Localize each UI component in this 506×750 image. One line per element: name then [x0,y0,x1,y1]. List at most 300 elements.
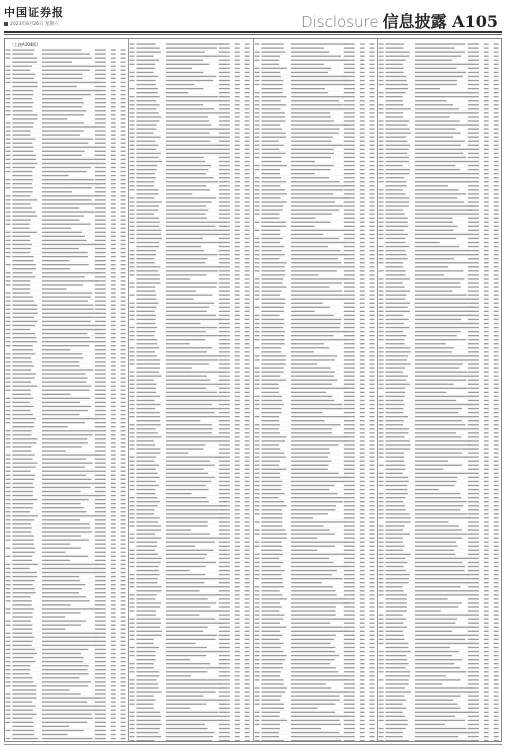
table-cell-text [130,201,135,202]
table-cell-text [166,513,222,514]
table-cell-text [95,284,106,285]
table-cell-text [12,365,34,366]
table-cell-text [121,252,126,253]
table-cell-text [378,246,383,247]
table-cell-text [343,683,354,684]
table-cell-text [130,56,135,57]
table-cell-text [254,262,259,263]
table-cell-text [359,116,364,117]
table-cell-text [378,315,383,316]
table-cell-text [95,228,106,229]
table-cell-text [245,52,250,53]
table-cell-text [493,610,498,611]
table-cell-text [137,149,157,150]
table-cell-text [166,68,192,69]
table-cell-text [290,339,345,340]
table-cell-text [343,327,354,328]
table-cell-text [95,268,106,269]
table-cell-text [261,112,285,113]
table-cell-text [484,246,489,247]
table-cell-text [378,408,383,409]
table-cell-text [254,214,259,215]
table-cell-text [343,647,354,648]
table-cell-text [130,432,135,433]
table-cell-text [235,282,240,283]
table-cell-text [493,457,498,458]
table-cell-text [95,463,106,464]
table-cell-text [415,72,466,73]
table-cell-text [343,88,354,89]
table-cell-text [245,659,250,660]
table-cell-text [137,323,156,324]
table-cell-text [359,76,364,77]
table-cell-text [95,706,106,707]
table-cell-text [484,355,489,356]
table-cell-text [95,220,106,221]
table-cell-text [385,153,407,154]
table-cell-text [130,582,135,583]
table-cell-text [42,649,88,650]
table-cell-text [235,517,240,518]
table-cell-text [219,509,230,510]
table-cell-text [254,169,259,170]
table-cell-text [12,600,31,601]
table-cell-text [111,329,116,330]
table-cell-text [121,430,126,431]
table-cell-text [95,539,106,540]
table-cell-text [137,209,159,210]
table-cell-text [130,60,135,61]
table-cell-text [261,266,284,267]
table-cell-text [468,205,479,206]
table-cell-text [95,701,106,702]
table-cell-text [378,262,383,263]
table-cell-text [369,712,374,713]
table-cell-text [484,574,489,575]
table-cell-text [6,244,11,245]
table-cell-text [166,250,204,251]
table-cell-text [359,376,364,377]
table-cell-text [137,582,158,583]
table-cell-text [166,258,208,259]
table-cell-text [137,290,156,291]
table-cell-text [137,371,160,372]
table-cell-text [369,327,374,328]
table-cell-text [235,363,240,364]
table-cell-text [12,625,32,626]
table-cell-text [359,185,364,186]
table-cell-text [42,568,98,569]
table-cell-text [484,351,489,352]
table-cell-text [12,390,31,391]
table-cell-text [130,671,135,672]
table-cell-text [415,639,465,640]
table-cell-text [290,185,348,186]
table-cell-text [235,307,240,308]
table-cell-text [359,201,364,202]
table-cell-text [343,517,354,518]
table-cell-text [42,531,92,532]
table-cell-text [121,211,126,212]
table-cell-text [254,384,259,385]
table-cell-text [111,475,116,476]
table-cell-text [95,580,106,581]
table-cell-text [12,454,34,455]
table-cell-text [385,169,410,170]
table-cell-text [235,736,240,737]
table-cell-text [130,521,135,522]
table-cell-text [166,542,215,543]
table-cell-text [6,199,11,200]
table-cell-text [415,84,457,85]
table-cell-text [369,695,374,696]
table-cell-text [130,627,135,628]
table-cell-text [254,493,259,494]
table-cell-text [493,347,498,348]
table-cell-text [369,554,374,555]
table-cell-text [235,238,240,239]
table-cell-text [378,149,383,150]
table-cell-text [6,458,11,459]
table-cell-text [385,538,403,539]
table-cell-text [378,448,383,449]
table-cell-text [6,596,11,597]
table-cell-text [121,110,126,111]
table-cell-text [290,384,331,385]
table-cell-text [6,130,11,131]
table-cell-text [219,505,230,506]
table-cell-text [493,88,498,89]
table-cell-text [12,183,32,184]
table-cell-text [245,226,250,227]
table-cell-text [166,663,210,664]
table-cell-text [369,47,374,48]
table-cell-text [12,317,34,318]
table-cell-text [359,52,364,53]
table-cell-text [369,347,374,348]
table-cell-text [493,84,498,85]
table-cell-text [378,639,383,640]
table-cell-text [415,461,448,462]
table-cell-text [111,70,116,71]
table-cell-text [111,693,116,694]
table-cell-text [6,82,11,83]
table-cell-text [261,173,280,174]
table-cell-text [468,161,479,162]
table-cell-text [111,402,116,403]
table-cell-text [111,167,116,168]
table-cell-text [166,274,206,275]
table-cell-text [166,412,215,413]
table-cell-text [130,384,135,385]
table-cell-text [219,444,230,445]
table-cell-text [484,509,489,510]
table-cell-text [219,64,230,65]
table-cell-text [130,691,135,692]
table-cell-text [359,720,364,721]
table-cell-text [261,161,281,162]
table-cell-text [166,606,211,607]
table-cell-text [290,740,340,741]
table-cell-text [385,226,408,227]
table-cell-text [166,246,201,247]
table-cell-text [484,137,489,138]
table-cell-text [493,145,498,146]
table-cell-text [95,418,106,419]
table-cell-text [6,179,11,180]
table-cell-text [6,155,11,156]
table-cell-text [290,201,334,202]
table-cell-text [290,149,333,150]
table-cell-text [166,177,214,178]
table-cell-text [359,736,364,737]
table-cell-text [12,62,37,63]
table-cell-text [261,627,286,628]
table-cell-text [219,262,230,263]
table-cell-text [111,215,116,216]
table-cell-text [166,230,219,231]
table-cell-text [6,361,11,362]
table-cell-text [254,679,259,680]
table-cell-text [95,422,106,423]
table-cell-text [166,56,219,57]
table-cell-text [484,380,489,381]
table-cell-text [493,691,498,692]
table-cell-text [415,392,447,393]
table-cell-text [343,651,354,652]
table-cell-text [95,564,106,565]
table-cell-text [6,649,11,650]
table-cell-text [219,145,230,146]
table-cell-text [261,412,281,413]
table-cell-text [343,351,354,352]
table-cell-text [493,675,498,676]
table-cell-text [378,193,383,194]
table-cell-text [137,396,161,397]
table-cell-text [484,266,489,267]
table-cell-text [484,64,489,65]
table-cell-text [12,552,35,553]
table-cell-text [219,469,230,470]
table-cell-text [385,80,406,81]
table-cell-text [378,396,383,397]
table-cell-text [415,258,454,259]
table-cell-text [12,458,32,459]
table-cell-text [235,590,240,591]
table-cell-text [468,262,479,263]
table-cell-text [219,529,230,530]
table-cell-text [343,659,354,660]
table-cell-text [12,373,36,374]
table-cell-text [6,53,11,54]
table-cell-text [415,517,471,518]
table-cell-text [385,96,402,97]
table-cell-text [137,667,154,668]
table-cell-text [343,60,354,61]
table-cell-text [42,74,82,75]
table-cell-text [369,96,374,97]
table-cell-text [130,116,135,117]
table-cell-text [95,143,106,144]
table-cell-text [415,457,470,458]
table-cell-text [137,570,159,571]
table-cell-text [369,205,374,206]
table-cell-text [166,104,203,105]
table-cell-text [415,428,468,429]
table-cell-text [343,485,354,486]
table-cell-text [385,574,409,575]
table-cell-text [369,60,374,61]
table-cell-text [130,108,135,109]
table-cell-text [261,331,285,332]
table-cell-text [245,205,250,206]
table-cell-text [219,266,230,267]
table-cell-text [415,68,457,69]
table-cell-text [121,220,126,221]
table-cell-text [6,661,11,662]
table-cell-text [235,728,240,729]
table-cell-text [137,250,156,251]
table-cell-text [484,481,489,482]
table-cell-text [111,718,116,719]
table-cell-text [343,461,354,462]
table-cell-text [369,311,374,312]
table-cell-text [343,153,354,154]
table-cell-text [415,400,456,401]
table-cell-text [369,659,374,660]
table-cell-text [343,432,354,433]
table-cell-text [245,667,250,668]
table-cell-text [290,76,345,77]
table-cell-text [378,712,383,713]
table-cell-text [12,479,34,480]
table-cell-text [290,562,333,563]
table-cell-text [137,566,159,567]
table-cell-text [219,339,230,340]
table-cell-text [121,284,126,285]
table-cell-text [378,566,383,567]
table-cell-text [261,177,281,178]
table-cell-text [121,523,126,524]
table-cell-text [254,570,259,571]
table-cell-text [378,173,383,174]
table-cell-text [290,457,327,458]
table-cell-text [378,732,383,733]
table-cell-text [369,452,374,453]
table-cell-text [359,258,364,259]
table-cell-text [261,84,282,85]
table-cell-text [493,319,498,320]
table-cell-text [121,657,126,658]
table-cell-text [493,671,498,672]
table-cell-text [121,507,126,508]
table-cell-text [378,214,383,215]
table-cell-text [484,278,489,279]
table-cell-text [290,570,336,571]
table-cell-text [121,382,126,383]
table-cell-text [235,631,240,632]
table-cell-text [95,313,106,314]
table-cell-text [121,410,126,411]
table-cell-text [343,234,354,235]
table-cell-text [378,157,383,158]
table-cell-text [343,679,354,680]
table-cell-text [290,238,338,239]
table-cell-text [261,452,284,453]
table-cell-text [378,282,383,283]
table-cell-text [42,507,84,508]
table-cell-text [369,570,374,571]
table-cell-text [12,114,37,115]
table-cell-text [415,606,459,607]
table-cell-text [359,631,364,632]
table-cell-text [245,193,250,194]
table-cell-text [385,509,406,510]
table-cell-text [121,560,126,561]
table-cell-text [468,513,479,514]
table-cell-text [137,436,162,437]
table-cell-text [121,260,126,261]
table-cell-text [378,218,383,219]
table-cell-text [111,697,116,698]
table-cell-text [484,428,489,429]
table-cell-text [235,88,240,89]
table-cell-text [137,380,154,381]
table-cell-text [290,695,339,696]
table-cell-text [6,701,11,702]
table-cell-text [359,327,364,328]
table-cell-text [385,72,403,73]
table-cell-text [385,448,410,449]
table-cell-text [493,120,498,121]
table-cell-text [6,612,11,613]
table-cell-text [245,351,250,352]
table-cell-text [468,52,479,53]
table-cell-text [343,574,354,575]
table-cell-text [290,428,331,429]
table-cell-text [137,47,160,48]
table-cell-text [121,280,126,281]
table-cell-text [254,141,259,142]
table-cell-text [343,295,354,296]
table-cell-text [261,631,280,632]
table-cell-text [6,657,11,658]
table-cell-text [385,606,407,607]
table-cell-text [369,307,374,308]
table-cell-text [290,529,329,530]
table-cell-text [378,96,383,97]
table-cell-text [130,400,135,401]
table-cell-text [254,566,259,567]
table-cell-text [359,481,364,482]
table-cell-text [95,224,106,225]
table-cell-text [254,659,259,660]
table-cell-text [6,722,11,723]
table-cell-text [219,724,230,725]
table-cell-text [111,564,116,565]
table-cell-text [290,214,331,215]
table-cell-text [484,43,489,44]
table-cell-text [111,301,116,302]
table-cell-text [130,720,135,721]
table-cell-text [254,546,259,547]
table-cell-text [254,408,259,409]
table-cell-text [468,266,479,267]
table-cell-text [111,195,116,196]
table-cell-text [111,620,116,621]
table-cell-text [484,610,489,611]
table-cell-text [415,376,474,377]
